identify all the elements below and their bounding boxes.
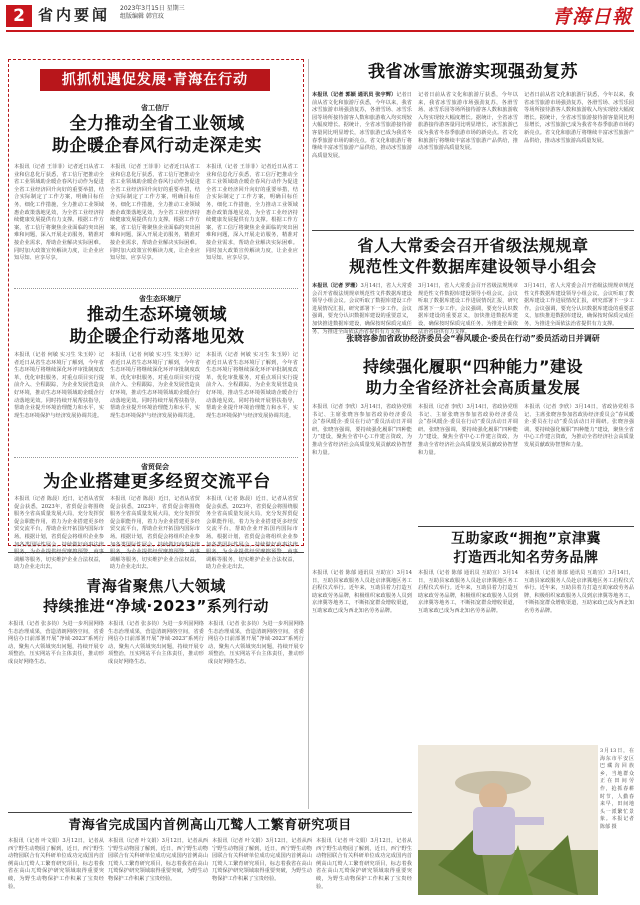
article-kicker: 省工信厅 bbox=[141, 104, 169, 112]
article-headline: 助企暖企春风行动走深走实 bbox=[52, 136, 262, 156]
column-separator bbox=[308, 59, 309, 809]
byline: 本报讯（记者 郭颖 通讯员 张宇辉） bbox=[312, 92, 397, 98]
article-headline: 打造西北知名劳务品牌 bbox=[453, 550, 599, 566]
article-body bbox=[312, 92, 412, 227]
article-headline: 为企业搭建更多经贸交流平台 bbox=[43, 472, 271, 492]
article-body-col2: 本报讯（记者 陈晨）近日，记者从省贸促会获悉，2023年，省贸促会将围绕服务全省高质量发展大局，充分发挥贸促会职能作用，着力为企业搭建更多经贸交流平台，帮助企业开拓国内国际市场。根据计划，省贸促会将组织企业参加各类国际性展会，持续做好商事法律 调解等服务，切实维护企业合法权益，助力企业走出去。 bbox=[110, 496, 200, 571]
article-body-col2: 本报讯（记者 李欣）3月14日，省政协党组书记、主席张晓容参加省政协经济委员会“春风暖企·委员在行动”委员活动日并调研。张晓容强调，要持续强化履职“四种能力”建设，聚焦全省中心工作建言资政，为推动全省经济社会高质量发展贡献政协智慧和力量。 bbox=[418, 404, 518, 456]
article-lead: 张晓容参加省政协经济委员会“春风暖企·委员在行动”委员活动日并调研 bbox=[346, 334, 600, 343]
article-body bbox=[312, 283, 412, 335]
article-headline: 推动生态环境领域 bbox=[87, 305, 227, 325]
article-body-col2: 3月14日，省人大常委会召开省级法规规章规范性文件数据库建设领导小组会议。会议听取了数据库建设工作进展情况汇报，研究部署下一步工作。会议强调，要充分认识数据库建设的重要意义，加快推进数据库建设，确保按时保质完成任务，为推进全面依法治省提供有力支撑。 bbox=[418, 283, 518, 335]
editor-credit: 组版编辑 韩宜玟 bbox=[120, 13, 164, 20]
article-body-col2: 本报讯（记者 何敏 实习生 朱玉婷）记者近日从省生态环境厅了解到，今年省生态环境厅将继续深化环评审批制度改革，优化审批服务，对重点项目实行提前介入、全程跟踪，为企业发展营造良好环境，推动生态环境领域助企暖企行动落地见效。同时持续开展帮扶指导，帮助企业提升环境治理能力和水平，实现生态环境保护与经济发展协调共进。 bbox=[110, 352, 200, 419]
article-body-col2: 本报讯（记者 王菲菲）记者近日从省工业和信息化厅获悉，省工信厅把推动全省工业领域助企暖企春风行动作为促进全省工业经济回升向好的重要举措，结合实际制定了工作方案，明确目标任务，细化工作措施，全力推动工业领域惠企政策落地见效，为全省工业经济持续健康发展提供有力支撑。根据工作方案，省工信厅将聚焦企业面临的突出困难和问题，深入开展走访服务，精准对接企业需求，帮助企业解决实际困难。同时加大政策宣传解读力度，让企业应知尽知、应享尽享。 bbox=[110, 164, 200, 262]
article-kicker: 省贸促会 bbox=[141, 463, 169, 471]
article-body-col3: 本报讯（记者 李欣）3月14日，省政协党组书记、主席张晓容参加省政协经济委员会“春风暖企·委员在行动”委员活动日并调研。张晓容强调，要持续强化履职“四种能力”建设，聚焦全省中心工作建言资政，为推动全省经济社会高质量发展贡献政协智慧和力量。 bbox=[524, 404, 634, 448]
article-body-col3: 记者日前从省文化和旅游厅获悉，今年以来，我省冰雪旅游市场强劲复苏，各滑雪场、冰雪乐园等场所接待游客人数和旅游收入均实现较大幅度增长。据统计，全省冰雪旅游接待游客量同比明显增长，冰雪旅游已成为我省冬春季旅游市场的新亮点。省文化和旅游厅将继续丰富冰雪旅游产品供给，推动冰雪旅游高质量发展。 bbox=[524, 92, 634, 144]
article-headline: 全力推动全省工业领域 bbox=[69, 114, 245, 134]
newspaper-logo: 青海日報 bbox=[551, 6, 632, 28]
article-body-col2: 本报讯（记者 陈郁 通讯员 互助宣）3月14日，互助县家政服务人员赴京津冀地区务工启程仪式举行。近年来，互助县着力打造互助家政劳务品牌，积极组织家政服务人员到京津冀等地务工，不断拓宽群众增收渠道，互助家政已成为西北知名劳务品牌。 bbox=[418, 570, 518, 614]
divider bbox=[8, 812, 412, 813]
farmer-photo-icon bbox=[418, 745, 598, 895]
article-headline: 持续强化履职“四种能力”建设 bbox=[362, 357, 584, 376]
divider bbox=[312, 230, 634, 231]
article-body-col3: 本报讯（记者 叶文娟）3月12日，记者从西宁野生动物园了解到，近日，西宁野生动物园联合有关科研单位成功完成国内首例高山兀鹫人工繁育研究项目，标志着我省在高山兀鹫保护研究领域取得重要突破，为野生动物保护工作积累了宝贵经验。 bbox=[212, 838, 312, 882]
article-body-col2: 本报讯（记者 叶文娟）3月12日，记者从西宁野生动物园了解到，近日，西宁野生动物园联合有关科研单位成功完成国内首例高山兀鹫人工繁育研究项目，标志着我省在高山兀鹫保护研究领域取得重要突破，为野生动物保护工作积累了宝贵经验。 bbox=[108, 838, 208, 882]
divider bbox=[418, 526, 634, 527]
article-headline: 青海省完成国内首例高山兀鹫人工繁育研究项目 bbox=[68, 818, 352, 833]
article-body-col3: 本报讯（记者 何敏 实习生 朱玉婷）记者近日从省生态环境厅了解到，今年省生态环境厅将继续深化环评审批制度改革，优化审批服务，对重点项目实行提前介入、全程跟踪，为企业发展营造良好环境，推动生态环境领域助企暖企行动落地见效。同时持续开展帮扶指导，帮助企业提升环境治理能力和水平，实现生态环境保护与经济发展协调共进。 bbox=[206, 352, 298, 419]
article-headline: 规范性文件数据库建设领导小组会 bbox=[349, 257, 597, 276]
feature-banner: 抓抓机遇促发展·青海在行动 bbox=[40, 69, 270, 91]
article-body-col3: 本报讯（记者 王菲菲）记者近日从省工业和信息化厅获悉，省工信厅把推动全省工业领域助企暖企春风行动作为促进全省工业经济回升向好的重要举措，结合实际制定了工作方案，明确目标任务，细化工作措施，全力推动工业领域惠企政策落地见效，为全省工业经济持续健康发展提供有力支撑。根据工作方案，省工信厅将聚焦企业面临的突出困难和问题，深入开展走访服务，精准对接企业需求，帮助企业解决实际困难。同时加大政策宣传解读力度，让企业应知尽知、应享尽享。 bbox=[206, 164, 298, 262]
article-headline: 我省冰雪旅游实现强劲复苏 bbox=[368, 62, 578, 82]
section-title: 省内要闻 bbox=[38, 6, 111, 24]
header-meta bbox=[120, 5, 185, 21]
issue-date: 2023年3月15日 星期三 bbox=[120, 5, 185, 12]
article-headline: 助力全省经济社会高质量发展 bbox=[365, 378, 581, 397]
article-body: 本报讯（记者 陈郁 通讯员 互助宣）3月14日，互助县家政服务人员赴京津冀地区务工启程仪式举行。近年来，互助县着力打造互助家政劳务品牌，积极组织家政服务人员到京津冀等地务工，不断拓宽群众增收渠道，互助家政已成为西北知名劳务品牌。 bbox=[312, 570, 412, 614]
divider bbox=[8, 552, 304, 553]
article-body-col3: 3月14日，省人大常委会召开省级法规规章规范性文件数据库建设领导小组会议。会议听取了数据库建设工作进展情况汇报，研究部署下一步工作。会议强调，要充分认识数据库建设的重要意义，加快推进数据库建设，确保按时保质完成任务，为推进全面依法治省提供有力支撑。 bbox=[524, 283, 634, 327]
article-body-col3: 本报讯（记者 陈晨）近日，记者从省贸促会获悉，2023年，省贸促会将围绕服务全省高质量发展大局，充分发挥贸促会职能作用，着力为企业搭建更多经贸交流平台，帮助企业开拓国内国际市场。根据计划，省贸促会将组织企业参加各类国际性展会，持续做好商事法律 调解等服务，切实维护企业合法权益，助力企业走出去。 bbox=[206, 496, 298, 571]
article-headline: 互助家政“拥抱”京津冀 bbox=[451, 531, 601, 547]
article-headline: 省人大常委会召开省级法规规章 bbox=[357, 236, 589, 255]
photo-caption: 3月13日，在海东市平安区巴藏沟回族乡，当地群众正在田间劳作，抢抓春耕时节，人勤春来早，田间地头一派繁忙景象。本报记者 陈郁 摄 bbox=[600, 748, 634, 830]
article-body-col3: 本报讯（记者 张多钧）为进一步巩固网络生态治理成果，营造清朗网络空间，省委网信办日前部署开展“净域·2023”系列行动，聚焦八大领域突出问题，持续开展专项整治，压实网站平台主体责任，推动形成良好网络生态。 bbox=[208, 621, 304, 665]
article-text: 记者日前从省文化和旅游厅获悉，今年以来，我省冰雪旅游市场强劲复苏，各滑雪场、冰雪乐园等场所接待游客人数和旅游收入均实现较大幅度增长。据统计，全省冰雪旅游接待游客量同比明显增长，冰雪旅游已成为我省冬春季旅游市场的新亮点。省文化和旅游厅将继续丰富冰雪旅游产品供给，推动冰雪旅游高质量发展。 bbox=[312, 92, 412, 159]
article-body-col4: 本报讯（记者 叶文娟）3月12日，记者从西宁野生动物园了解到，近日，西宁野生动物园联合有关科研单位成功完成国内首例高山兀鹫人工繁育研究项目，标志着我省在高山兀鹫保护研究领域取得重要突破，为野生动物保护工作积累了宝贵经验。 bbox=[316, 838, 412, 890]
article-body-col2: 本报讯（记者 张多钧）为进一步巩固网络生态治理成果，营造清朗网络空间，省委网信办日前部署开展“净域·2023”系列行动，聚焦八大领域突出问题，持续开展专项整治，压实网站平台主体责任，推动形成良好网络生态。 bbox=[108, 621, 204, 665]
article-headline: 助企暖企行动落地见效 bbox=[69, 327, 245, 347]
news-photo bbox=[418, 745, 598, 895]
article-body: 本报讯（记者 陈晨）近日，记者从省贸促会获悉，2023年，省贸促会将围绕服务全省高质量发展大局，充分发挥贸促会职能作用，着力为企业搭建更多经贸交流平台，帮助企业开拓国内国际市场。根据计划，省贸促会将组织企业参加各类国际性展会，持续做好商事法律 调解等服务，切实维护企业合法权益，助力企业走出去。 bbox=[14, 496, 104, 571]
article-body: 本报讯（记者 叶文娟）3月12日，记者从西宁野生动物园了解到，近日，西宁野生动物园联合有关科研单位成功完成国内首例高山兀鹫人工繁育研究项目，标志着我省在高山兀鹫保护研究领域取得重要突破，为野生动物保护工作积累了宝贵经验。 bbox=[8, 838, 104, 890]
article-text: 3月14日，省人大常委会召开省级法规规章规范性文件数据库建设领导小组会议。会议听取了数据库建设工作进展情况汇报，研究部署下一步工作。会议强调，要充分认识数据库建设的重要意义，加快推进数据库建设，确保按时保质完成任务，为推进全面依法治省提供有力支撑。 bbox=[312, 283, 412, 335]
article-body: 本报讯（记者 李欣）3月14日，省政协党组书记、主席张晓容参加省政协经济委员会“春风暖企·委员在行动”委员活动日并调研。张晓容强调，要持续强化履职“四种能力”建设，聚焦全省中心工作建言资政，为推动全省经济社会高质量发展贡献政协智慧和力量。 bbox=[312, 404, 412, 456]
article-headline: 青海省聚焦八大领域 bbox=[86, 577, 226, 595]
divider bbox=[14, 457, 298, 458]
divider bbox=[312, 328, 634, 329]
article-body: 本报讯（记者 王菲菲）记者近日从省工业和信息化厅获悉，省工信厅把推动全省工业领域助企暖企春风行动作为促进全省工业经济回升向好的重要举措，结合实际制定了工作方案，明确目标任务，细化工作措施，全力推动工业领域惠企政策落地见效，为全省工业经济持续健康发展提供有力支撑。根据工作方案，省工信厅将聚焦企业面临的突出困难和问题，深入开展走访服务，精准对接企业需求，帮助企业解决实际困难。同时加大政策宣传解读力度，让企业应知尽知、应享尽享。 bbox=[14, 164, 104, 262]
article-body-col3: 本报讯（记者 陈郁 通讯员 互助宣）3月14日，互助县家政服务人员赴京津冀地区务工启程仪式举行。近年来，互助县着力打造互助家政劳务品牌，积极组织家政服务人员到京津冀等地务工，不断拓宽群众增收渠道，互助家政已成为西北知名劳务品牌。 bbox=[524, 570, 634, 614]
article-body-col2: 记者日前从省文化和旅游厅获悉，今年以来，我省冰雪旅游市场强劲复苏，各滑雪场、冰雪乐园等场所接待游客人数和旅游收入均实现较大幅度增长。据统计，全省冰雪旅游接待游客量同比明显增长，冰雪旅游已成为我省冬春季旅游市场的新亮点。省文化和旅游厅将继续丰富冰雪旅游产品供给，推动冰雪旅游高质量发展。 bbox=[418, 92, 518, 152]
page-number: 2 bbox=[6, 5, 32, 27]
divider bbox=[14, 288, 298, 289]
header-rule bbox=[6, 30, 634, 32]
article-body: 本报讯（记者 张多钧）为进一步巩固网络生态治理成果，营造清朗网络空间，省委网信办日前部署开展“净域·2023”系列行动，聚焦八大领域突出问题，持续开展专项整治，压实网站平台主体责任，推动形成良好网络生态。 bbox=[8, 621, 104, 665]
byline: 本报讯（记者 罗珊） bbox=[312, 283, 361, 289]
article-headline: 持续推进“净域·2023”系列行动 bbox=[43, 597, 269, 615]
article-kicker: 省生态环境厅 bbox=[139, 295, 181, 303]
article-body: 本报讯（记者 何敏 实习生 朱玉婷）记者近日从省生态环境厅了解到，今年省生态环境厅将继续深化环评审批制度改革，优化审批服务，对重点项目实行提前介入、全程跟踪，为企业发展营造良好环境，推动生态环境领域助企暖企行动落地见效。同时持续开展帮扶指导，帮助企业提升环境治理能力和水平，实现生态环境保护与经济发展协调共进。 bbox=[14, 352, 104, 419]
